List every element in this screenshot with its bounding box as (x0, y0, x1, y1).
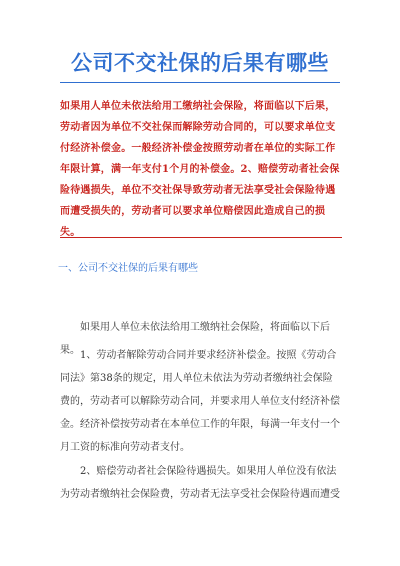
paragraph-intro: 如果用人单位未依法给用工缴纳社会保险，将面临以下后果。 (60, 322, 330, 356)
paragraph-item-1: 1、劳动者解除劳动合同并要求经济补偿金。按照《劳动合同法》第38条的规定，用人单位未依法为劳动者缴纳社会保险费的，劳动者可以解除劳动合同，并要求用人单位支付经济补偿金。经济补偿按劳动者在本单位工作的年限，每满一年支付一个月工资的标准向劳动者支付。 (60, 350, 340, 453)
page-title: 公司不交社保的后果有哪些 (71, 51, 329, 75)
paragraph-item-2: 2、赔偿劳动者社会保险待遇损失。如果用人单位没有依法为劳动者缴纳社会保险费，劳动者无法享受社会保险待遇而遭受 (60, 466, 340, 500)
title-divider (60, 82, 340, 83)
section-heading: 一、公司不交社保的后果有哪些 (58, 263, 198, 274)
summary-text: 如果用人单位未依法给用工缴纳社会保险，将面临以下后果，劳动者因为单位不交社保而解除劳动合同的，可以要求单位支付经济补偿金。一般经济补偿金按照劳动者在单位的实际工作年限计算，满一年支付1个月的补偿金。2、赔偿劳动者社会保险待遇损失，单位不交社保导致劳动者无法享受社会保险待遇而遭受损失的，劳动者可以要求单位赔偿因此造成自己的损失。 (60, 101, 340, 238)
summary-divider (60, 237, 342, 238)
